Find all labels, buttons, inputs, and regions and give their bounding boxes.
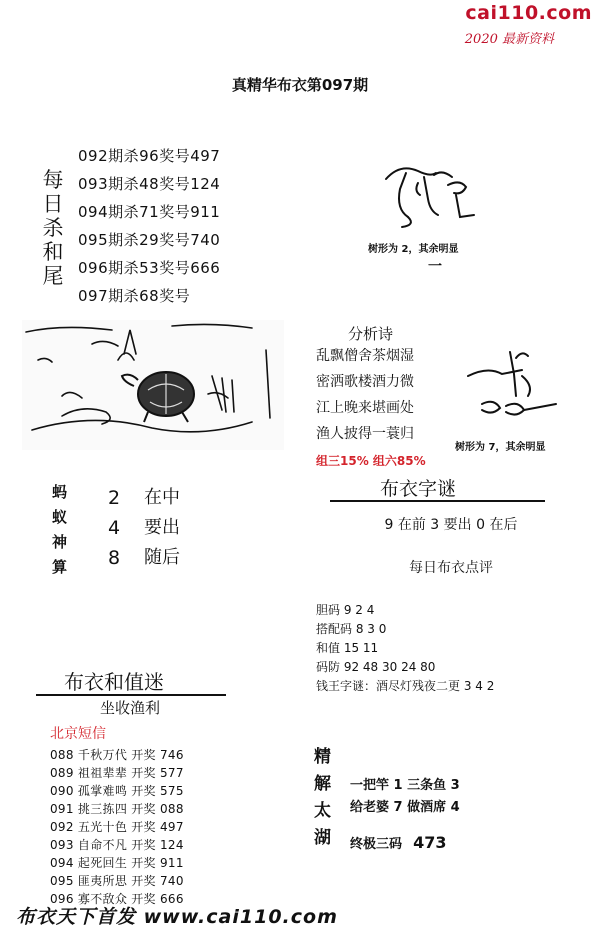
- final-label: 终极三码: [350, 837, 403, 852]
- label-char: 湖: [314, 828, 331, 848]
- label-char: 神: [52, 533, 68, 551]
- label-char: 每: [42, 168, 64, 192]
- daily-kill-label: [40, 168, 66, 288]
- label-char: 日: [42, 192, 64, 216]
- ant-words: [144, 483, 180, 573]
- ant-number: 2: [107, 487, 121, 509]
- list-item: 钱王字谜：酒尽灯残夜二更 3 4 2: [316, 679, 495, 693]
- ant-number: 4: [107, 517, 121, 539]
- table-row: 089 祖祖辈辈 开奖 577: [50, 766, 184, 780]
- list-item: 搭配码 8 3 0: [316, 622, 387, 636]
- sum-riddle-subtitle: 坐收渔利: [100, 699, 161, 717]
- sms-history: [50, 746, 184, 908]
- tree-caption-right: 树形为 7，其余明显: [455, 442, 546, 453]
- footer-banner: 布衣天下首发 www.cai110.com: [16, 906, 338, 928]
- label-char: 蚂: [52, 483, 68, 501]
- table-row: 094 起死回生 开奖 911: [50, 856, 184, 870]
- tree-mark: 一: [428, 259, 442, 275]
- tagline: 2020 最新资料: [464, 32, 554, 47]
- list-item: 094期杀71奖号911: [78, 203, 221, 221]
- poem-line: 江上晚来堪画处: [316, 400, 414, 416]
- final-value: 473: [413, 833, 447, 852]
- table-row: 093 自命不凡 开奖 124: [50, 838, 184, 852]
- ant-word: 要出: [144, 517, 180, 538]
- poem-line: 密洒歌楼酒力微: [316, 374, 414, 390]
- daily-comment-title: 每日布衣点评: [409, 560, 493, 576]
- list-item: 093期杀48奖号124: [78, 175, 221, 193]
- table-row: 096 寡不敌众 开奖 666: [50, 892, 184, 906]
- label-char: 解: [314, 774, 331, 794]
- jingjie-line: 给老婆 7 做酒席 4: [350, 800, 460, 815]
- label-char: 太: [314, 801, 331, 821]
- list-item: 092期杀96奖号497: [78, 147, 221, 165]
- tree-sketch-top: [378, 155, 488, 233]
- page-title: 真精华布衣第097期: [231, 76, 369, 94]
- list-item: 码防 92 48 30 24 80: [316, 660, 436, 674]
- jingjie-lines: [350, 775, 460, 819]
- poem-line: 乱飘僧舍茶烟湿: [316, 348, 414, 364]
- site-logo: cai110.com: [465, 2, 592, 24]
- list-item: 095期杀29奖号740: [78, 231, 221, 249]
- daily-comment-list: [316, 601, 494, 696]
- list-item: 096期杀53奖号666: [78, 259, 221, 277]
- list-item: 胆码 9 2 4: [316, 603, 375, 617]
- tree-sketch-right: [462, 346, 562, 426]
- label-char: 和: [42, 240, 64, 264]
- table-row: 090 孤掌难鸣 开奖 575: [50, 784, 184, 798]
- ant-word: 在中: [144, 487, 180, 508]
- label-char: 蚁: [52, 508, 68, 526]
- turtle-illustration: [22, 320, 284, 450]
- riddle-title: 布衣字谜: [380, 478, 457, 500]
- final-three: [350, 833, 447, 852]
- list-item: 和值 15 11: [316, 641, 379, 655]
- jingjie-label: [314, 744, 332, 852]
- ant-label: [52, 480, 70, 580]
- table-row: 091 挑三拣四 开奖 088: [50, 802, 184, 816]
- riddle-divider: [330, 500, 545, 502]
- table-row: 092 五光十色 开奖 497: [50, 820, 184, 834]
- ant-word: 随后: [144, 547, 180, 568]
- poem-title: 分析诗: [348, 325, 394, 343]
- group-percentages: 组三15% 组六85%: [316, 454, 426, 468]
- poem-line: 渔人披得一蓑归: [316, 426, 414, 442]
- tree-caption-top: 树形为 2，其余明显: [368, 244, 459, 255]
- label-char: 精: [314, 747, 331, 767]
- ant-numbers: [104, 483, 124, 573]
- table-row: 088 千秋万代 开奖 746: [50, 748, 184, 762]
- ant-number: 8: [107, 547, 121, 569]
- sum-riddle-title: 布衣和值迷: [64, 670, 164, 694]
- sum-riddle-divider: [36, 694, 226, 696]
- list-item: 097期杀68奖号: [78, 287, 191, 305]
- sms-source: 北京短信: [50, 726, 106, 742]
- jingjie-line: 一把竿 1 三条鱼 3: [350, 778, 460, 793]
- table-row: 095 匪夷所思 开奖 740: [50, 874, 184, 888]
- label-char: 杀: [42, 216, 64, 240]
- label-char: 算: [52, 558, 68, 576]
- poem-lines: [316, 343, 414, 447]
- riddle-text: 9 在前 3 要出 0 在后: [384, 517, 518, 533]
- daily-kill-list: [78, 142, 220, 310]
- label-char: 尾: [42, 264, 64, 288]
